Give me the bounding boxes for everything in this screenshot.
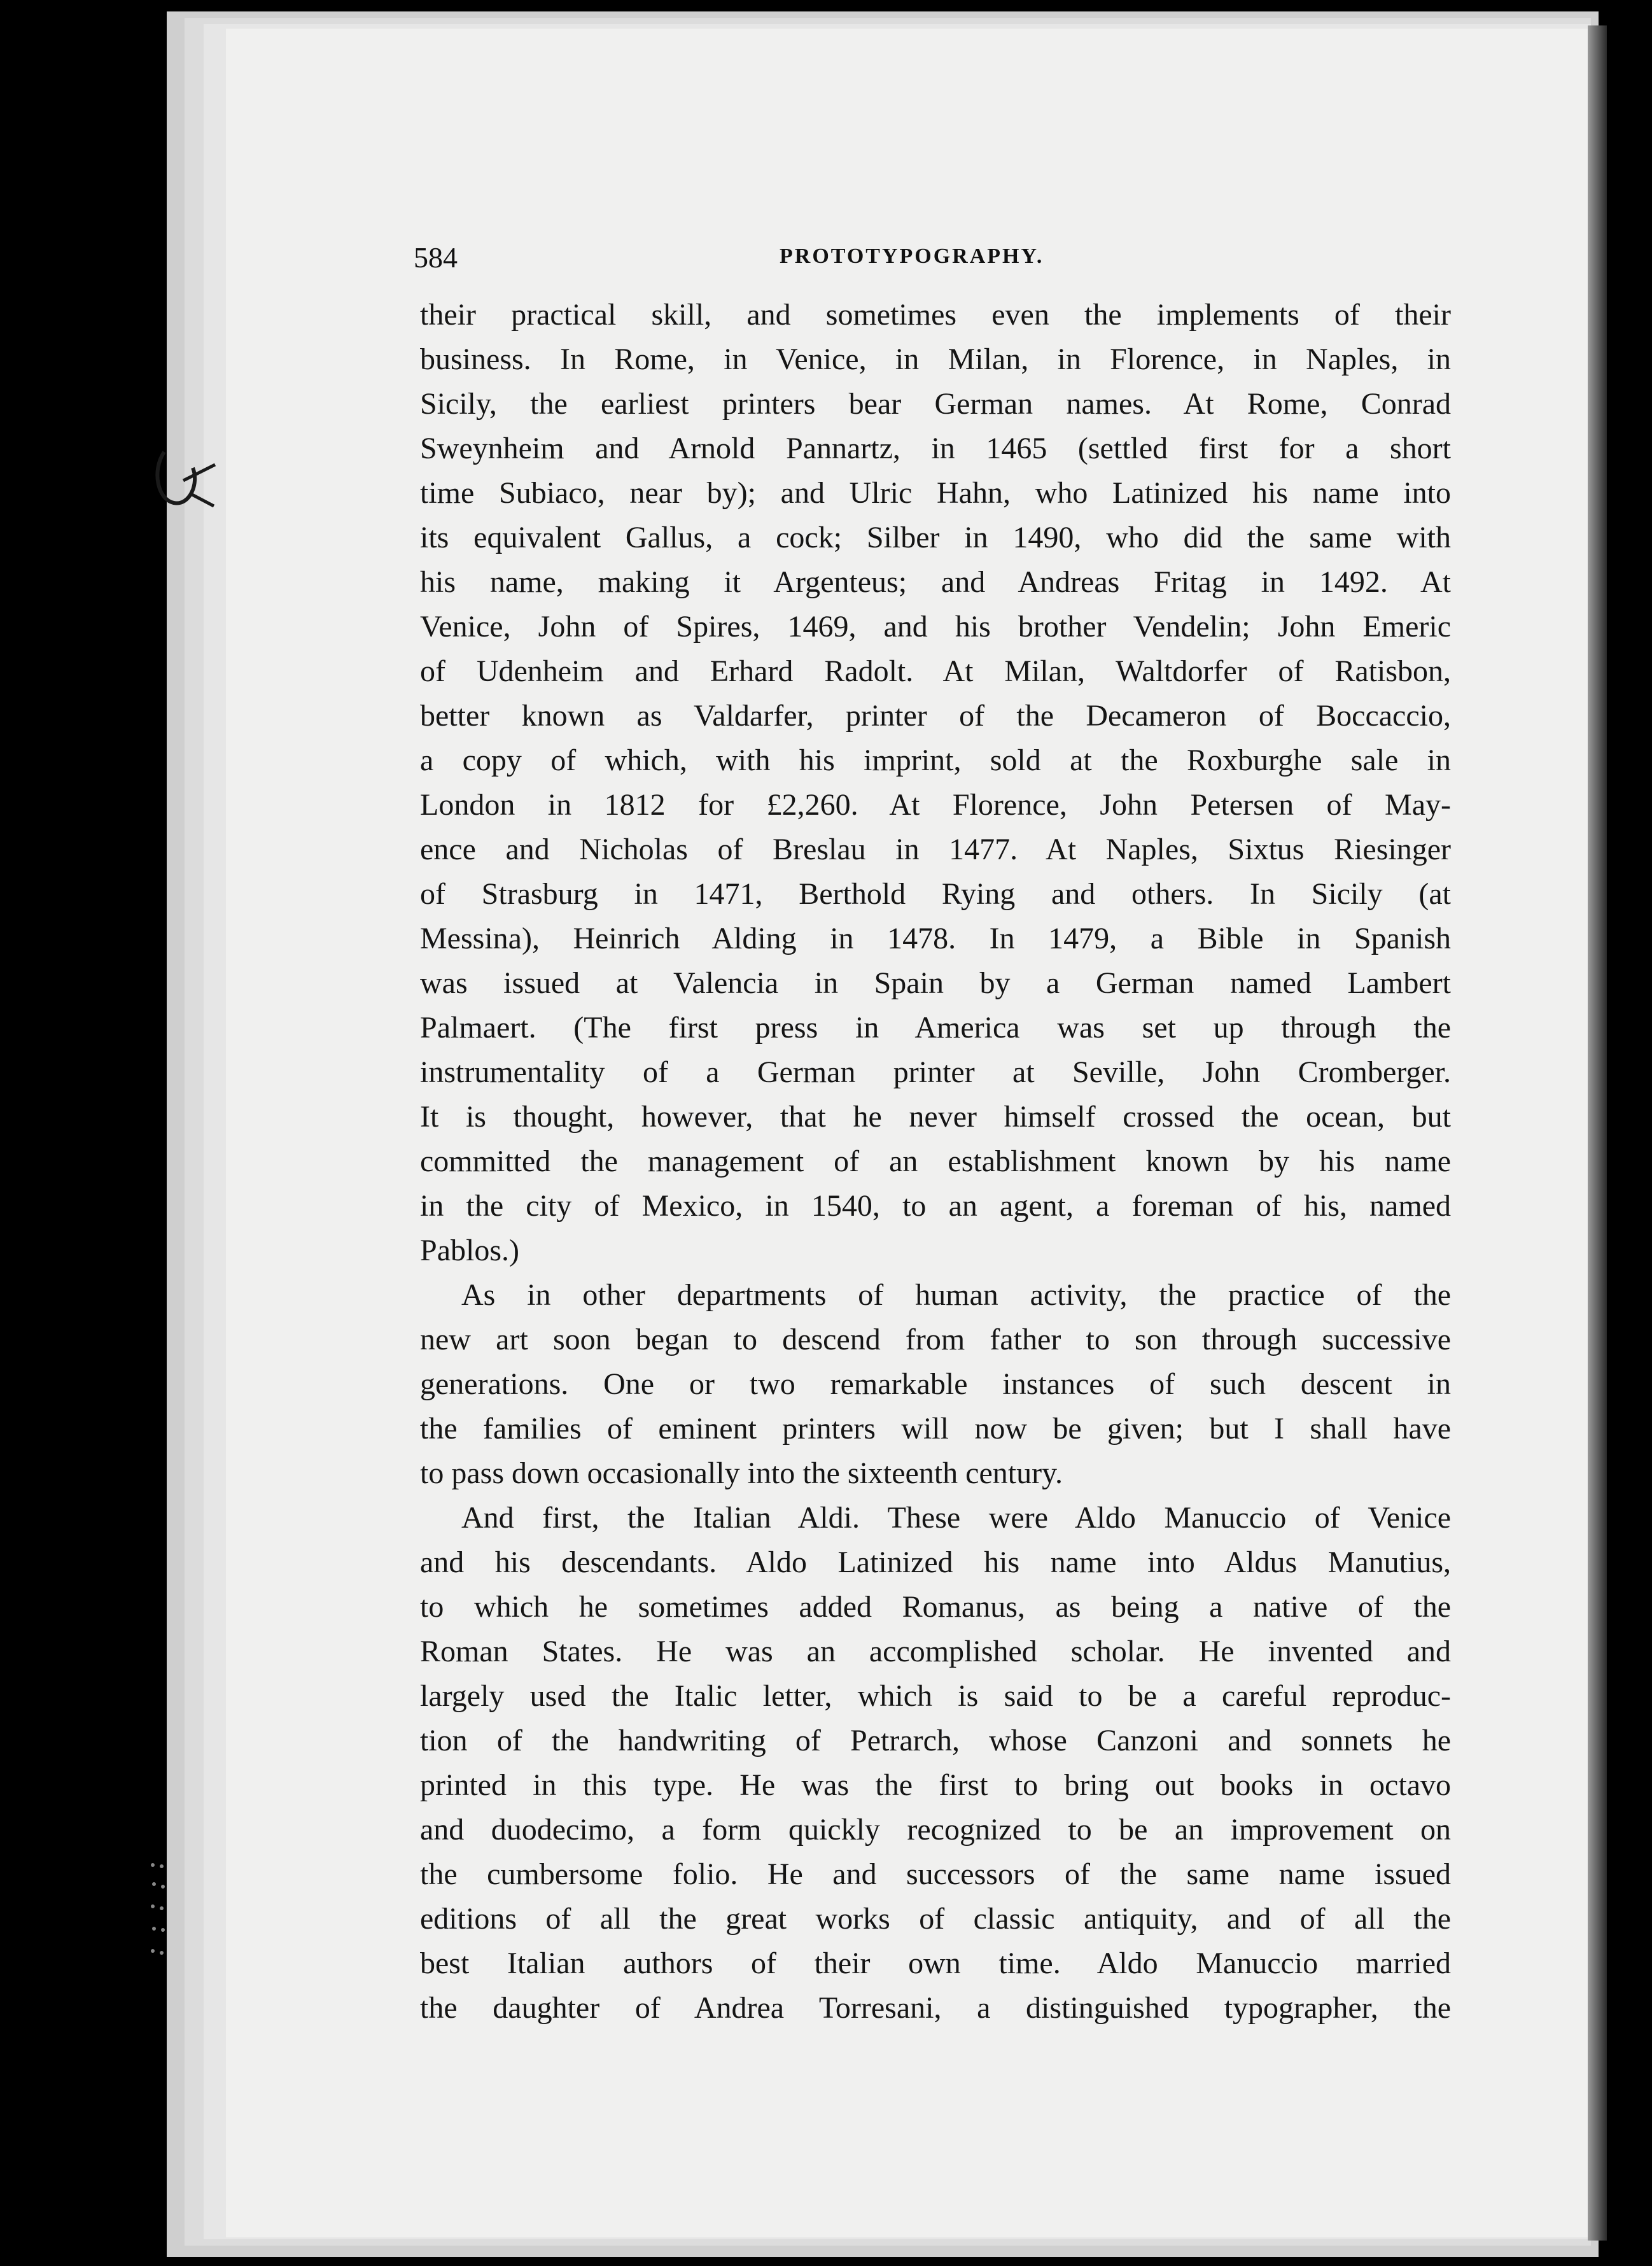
page-number: 584	[414, 241, 458, 274]
text-line: Roman States. He was an accomplished scholar. He invented and	[420, 1635, 1451, 1668]
text-line: the families of eminent printers will now be given; but I shall have	[420, 1412, 1451, 1446]
text-line: And first, the Italian Aldi. These were Aldo Manuccio of Venice	[461, 1501, 1451, 1535]
text-line: Venice, John of Spires, 1469, and his brother Vendelin; John Emeric	[420, 610, 1451, 644]
handwritten-margin-mark	[145, 446, 221, 516]
text-line: of Strasburg in 1471, Berthold Rying and others. In Sicily (at	[420, 877, 1451, 911]
text-line: business. In Rome, in Venice, in Milan, in Florence, in Naples, in	[420, 342, 1451, 376]
text-line: and duodecimo, a form quickly recognized to be an improvement on	[420, 1813, 1451, 1847]
text-line: of Udenheim and Erhard Radolt. At Milan, Waltdorfer of Ratisbon,	[420, 654, 1451, 688]
text-line: new art soon began to descend from father to son through successive	[420, 1323, 1451, 1356]
text-line: his name, making it Argenteus; and Andreas Fritag in 1492. At	[420, 565, 1451, 599]
text-line: best Italian authors of their own time. Aldo Manuccio married	[420, 1946, 1451, 1980]
text-line: London in 1812 for £2,260. At Florence, John Petersen of May-	[420, 788, 1451, 822]
running-title: PROTOTYPOGRAPHY.	[780, 244, 1044, 268]
text-line: to pass down occasionally into the sixteenth century.	[420, 1456, 1063, 1490]
text-line: was issued at Valencia in Spain by a German named Lambert	[420, 966, 1451, 1000]
text-line: instrumentality of a German printer at Seville, John Cromberger.	[420, 1055, 1451, 1089]
body-text	[420, 293, 1451, 2030]
text-line: Pablos.)	[420, 1234, 519, 1267]
text-line: better known as Valdarfer, printer of the Decameron of Boccaccio,	[420, 699, 1451, 733]
text-line: printed in this type. He was the first to bring out books in octavo	[420, 1768, 1451, 1802]
text-line: the cumbersome folio. He and successors of the same name issued	[420, 1857, 1451, 1891]
text-line: As in other departments of human activity, the practice of the	[461, 1278, 1451, 1312]
gutter-shadow	[1588, 25, 1607, 2241]
text-line: tion of the handwriting of Petrarch, whose Canzoni and sonnets he	[420, 1724, 1451, 1757]
text-line: and his descendants. Aldo Latinized his name into Aldus Manutius,	[420, 1545, 1451, 1579]
text-line: committed the management of an establishment known by his name	[420, 1144, 1451, 1178]
text-line: Sicily, the earliest printers bear German names. At Rome, Conrad	[420, 387, 1451, 421]
text-line: It is thought, however, that he never himself crossed the ocean, but	[420, 1100, 1451, 1134]
text-line: time Subiaco, near by); and Ulric Hahn, who Latinized his name into	[420, 476, 1451, 510]
text-line: its equivalent Gallus, a cock; Silber in 1490, who did the same with	[420, 521, 1451, 554]
text-line: to which he sometimes added Romanus, as being a native of the	[420, 1590, 1451, 1624]
text-line: largely used the Italic letter, which is said to be a careful reproduc-	[420, 1679, 1451, 1713]
text-line: Sweynheim and Arnold Pannartz, in 1465 (settled first for a short	[420, 432, 1451, 465]
text-line: generations. One or two remarkable instances of such descent in	[420, 1367, 1451, 1401]
running-head	[414, 241, 1464, 285]
text-line: ence and Nicholas of Breslau in 1477. At Naples, Sixtus Riesinger	[420, 833, 1451, 866]
text-line: the daughter of Andrea Torresani, a distinguished typographer, the	[420, 1991, 1451, 2025]
text-line: Messina), Heinrich Alding in 1478. In 1479, a Bible in Spanish	[420, 922, 1451, 955]
text-line: their practical skill, and sometimes even the implements of their	[420, 298, 1451, 332]
text-line: editions of all the great works of classic antiquity, and of all the	[420, 1902, 1451, 1936]
scan-speckle	[148, 1859, 173, 1960]
text-line: in the city of Mexico, in 1540, to an agent, a foreman of his, named	[420, 1189, 1451, 1223]
text-line: Palmaert. (The first press in America was set up through the	[420, 1011, 1451, 1045]
text-line: a copy of which, with his imprint, sold at the Roxburghe sale in	[420, 743, 1451, 777]
